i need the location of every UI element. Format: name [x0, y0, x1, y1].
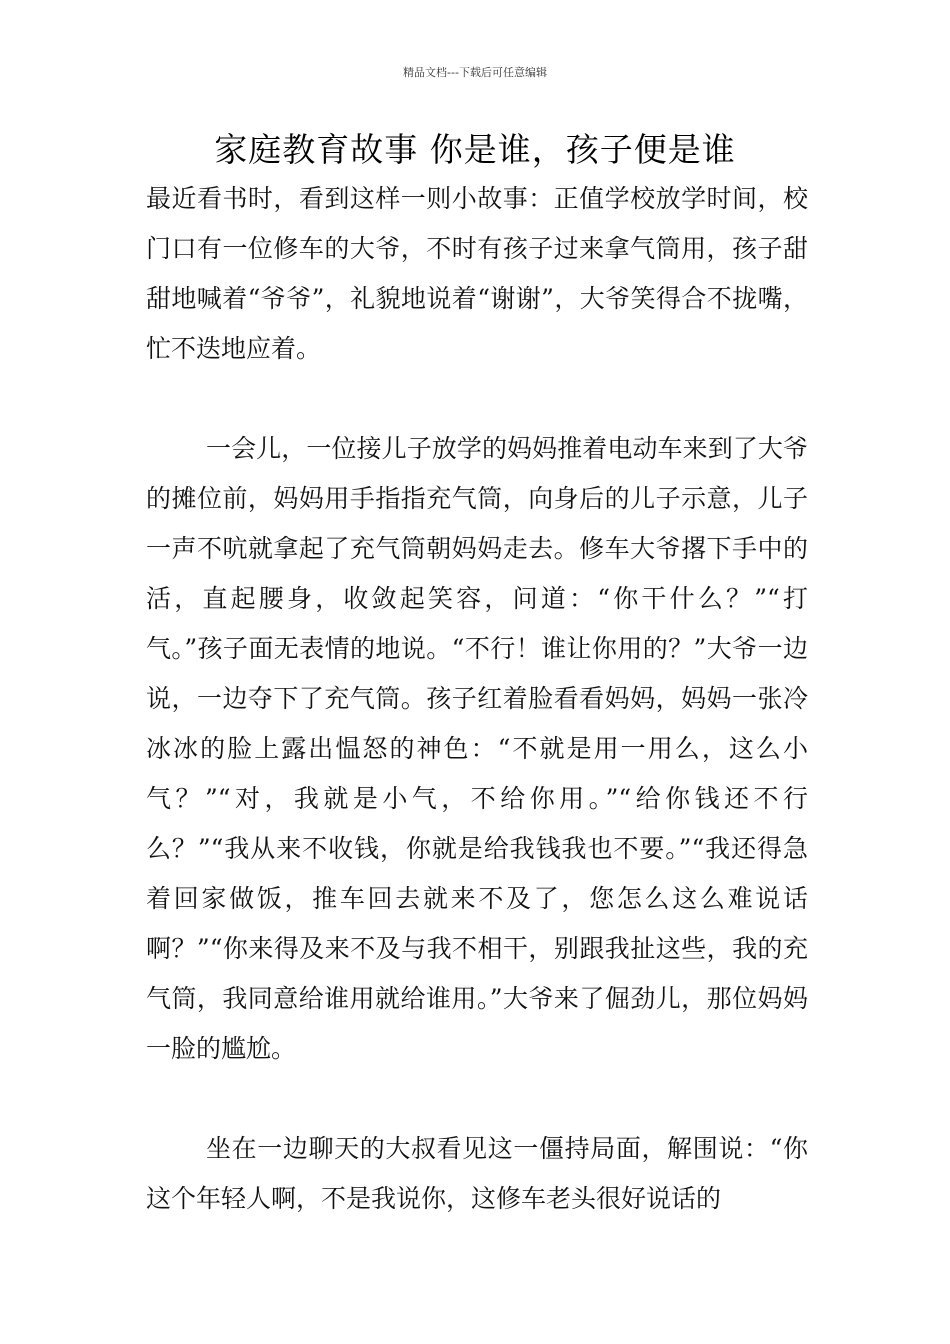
header-note: 精品文档---下载后可任意编辑 — [403, 66, 547, 79]
paragraph-resolution: 坐在一边聊天的大叔看见这一僵持局面，解围说：“你这个年轻人啊，不是我说你，这修车老头很好说话的 — [146, 1134, 808, 1213]
document-body — [146, 174, 808, 1224]
paragraph-gap — [146, 374, 808, 424]
document-title: 家庭教育故事 你是谁，孩子便是谁 — [214, 130, 736, 169]
paragraph-story: 一会儿，一位接儿子放学的妈妈推着电动车来到了大爷的摊位前，妈妈用手指指充气筒，向身后的儿子示意，儿子一声不吭就拿起了充气筒朝妈妈走去。修车大爷撂下手中的活，直起腰身，收敛起笑容，问道：“你干什么？”“打气。”孩子面无表情的地说。“不行！谁让你用的？”大爷一边说，一边夺下了充气筒。孩子红着脸看看妈妈，妈妈一张冷冰冰的脸上露出愠怒的神色：“不就是用一用么，这么小气？”“对，我就是小气，不给你用。”“给你钱还不行么？”“我从来不收钱，你就是给我钱我也不要。”“我还得急着回家做饭，推车回去就来不及了，您怎么这么难说话啊？”“你来得及来不及与我不相干，别跟我扯这些，我的充气筒，我同意给谁用就给谁用。”大爷来了倔劲儿，那位妈妈一脸的尴尬。 — [146, 434, 808, 1063]
paragraph-intro: 最近看书时，看到这样一则小故事：正值学校放学时间，校门口有一位修车的大爷，不时有孩子过来拿气筒用，孩子甜甜地喊着“爷爷”，礼貌地说着“谢谢”，大爷笑得合不拢嘴，忙不迭地应着。 — [146, 184, 808, 363]
paragraph-gap — [146, 1074, 808, 1124]
